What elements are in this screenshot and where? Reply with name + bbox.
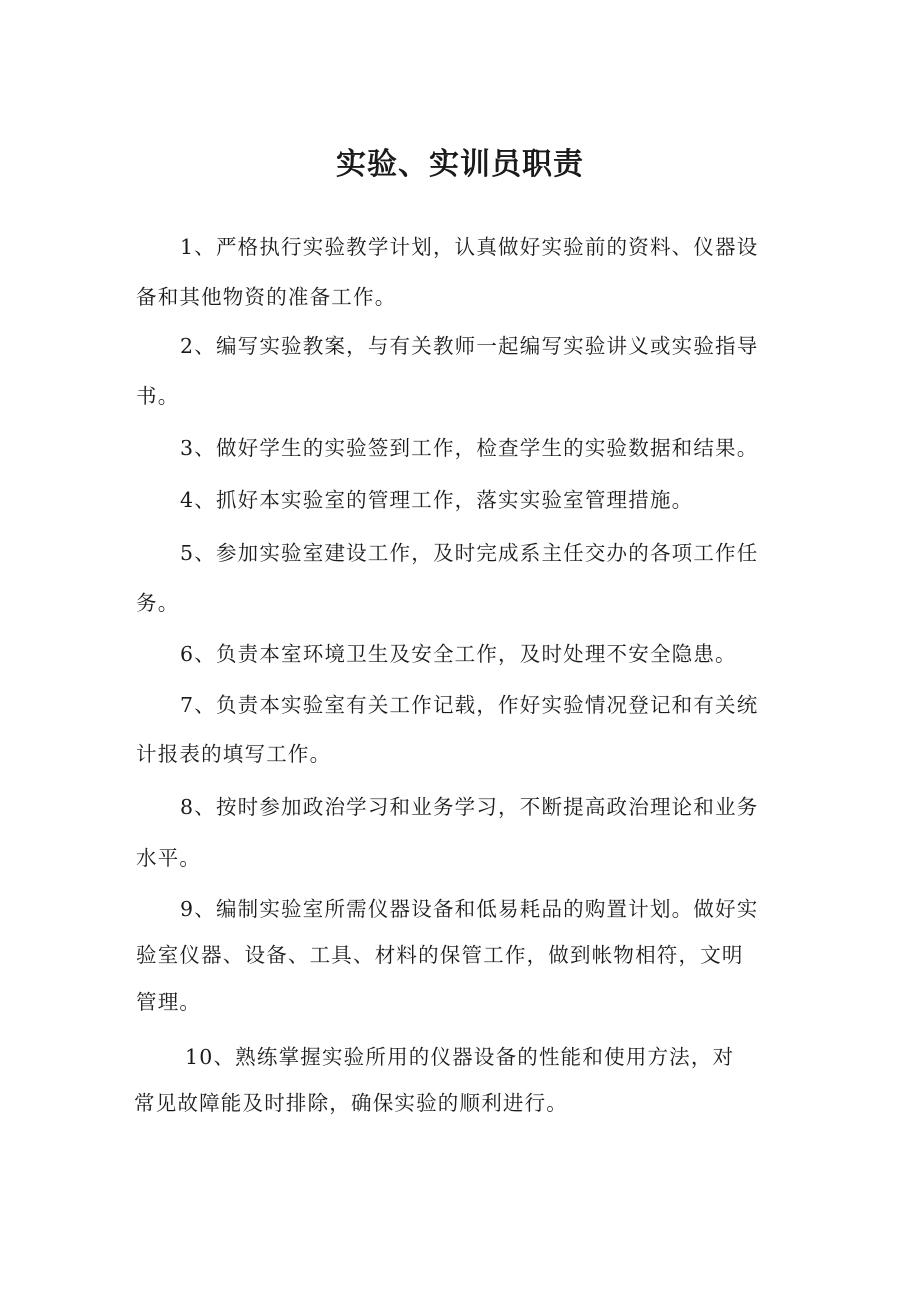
- duty-2-line-2: 书。: [136, 384, 180, 408]
- duty-5-line-1: 5、参加实验室建设工作，及时完成系主任交办的各项工作任: [180, 541, 759, 565]
- document-title: 实验、实训员职责: [336, 147, 584, 182]
- duty-9-line-3: 管理。: [136, 990, 202, 1014]
- duty-2-line-1: 2、编写实验教案，与有关教师一起编写实验讲义或实验指导: [180, 334, 759, 358]
- duty-10-line-2: 常见故障能及时排除，确保实验的顺利进行。: [134, 1091, 568, 1115]
- duty-5-line-2: 务。: [136, 591, 180, 615]
- duty-9-line-2: 验室仪器、设备、工具、材料的保管工作，做到帐物相符，文明: [136, 943, 744, 967]
- duty-6-line-1: 6、负责本室环境卫生及安全工作，及时处理不安全隐患。: [180, 642, 737, 666]
- duty-1-line-2: 备和其他物资的准备工作。: [136, 285, 397, 309]
- duty-9-line-1: 9、编制实验室所需仪器设备和低易耗品的购置计划。做好实: [180, 897, 759, 921]
- duty-4-line-1: 4、抓好本实验室的管理工作，落实实验室管理措施。: [180, 488, 694, 512]
- duty-1-line-1: 1、严格执行实验教学计划，认真做好实验前的资料、仪器设: [180, 235, 759, 259]
- duty-3-line-1: 3、做好学生的实验签到工作，检查学生的实验数据和结果。: [180, 436, 759, 460]
- duty-10-line-1: 10、熟练掌握实验所用的仪器设备的性能和使用方法，对: [185, 1045, 735, 1069]
- duty-7-line-1: 7、负责本实验室有关工作记载，作好实验情况登记和有关统: [180, 693, 759, 717]
- duty-8-line-2: 水平。: [136, 846, 202, 870]
- duty-8-line-1: 8、按时参加政治学习和业务学习，不断提高政治理论和业务: [180, 795, 759, 819]
- duty-7-line-2: 计报表的填写工作。: [136, 742, 332, 766]
